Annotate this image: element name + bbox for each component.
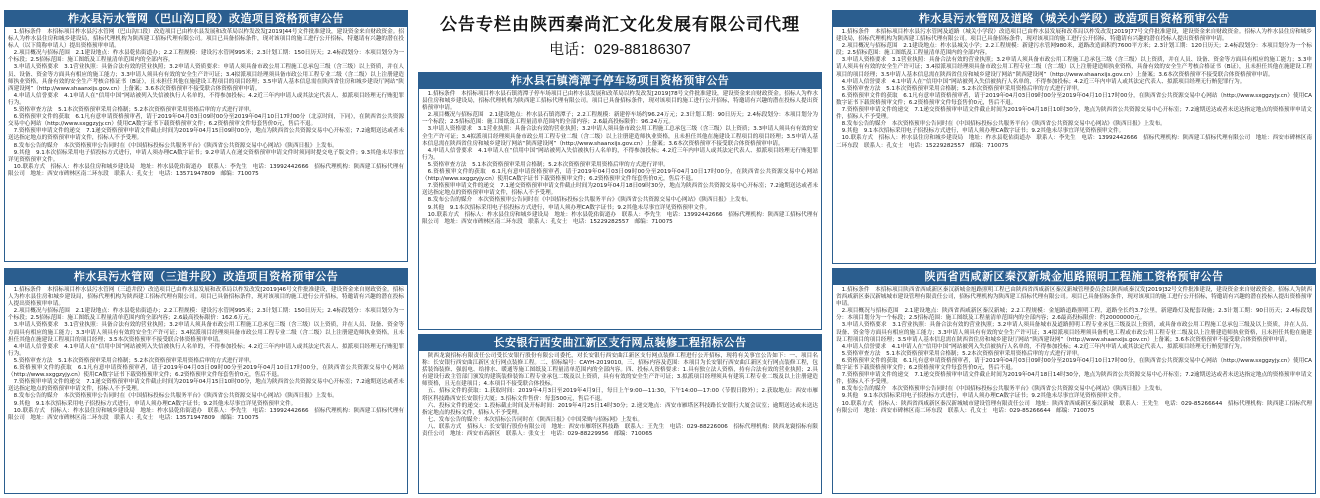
notice-title: 柞水县污水管网（巴山沟口段）改造项目资格预审公告	[5, 11, 407, 27]
notice-paragraph: 2.项目概况与招标范围 2.1建设地点：柞水县乾佑街道办；2.2工程规模：建设污水管网995米；2.3计划工期：150日历天；2.4标段划分：本项目划分为一个标段；2.5招标范围：施工图纸及工程量清单范围内的全部内容。	[8, 50, 404, 64]
notice-paragraph: 2.项目概况与招标范围 2.1建设地点：柞水县城关小学；2.2工程规模：新建污水管网980米，道路改造面积约7600平方米；2.3计划工期：120日历天；2.4标段划分：本项目划分为一个标段；2.5招标范围：施工图纸及工程量清单范围内的全部内容。	[836, 43, 1312, 57]
notice-paragraph: 2.项目概况与招标范围 2.1建设地点：柞水县石镇湾潭子；2.2工程规模：新建停车场约96.24万元；2.3计划工期：90日历天；2.4标段划分：本项目划分为一个标段；2.5招标范围：施工图纸及工程量清单范围内的全部内容；2.6最高投标限价：96.24万元。	[422, 112, 818, 126]
notice-paragraph: 4.申请人信誉要求 4.1申请人在“信用中国”网站被列入失信被执行人名单的，不得参加投标；4.2近三年内申请人或其法定代表人、拟派项目经理无行贿犯罪行为。	[8, 343, 404, 357]
notice-paragraph: 4.申请人信誉要求 4.1申请人在“信用中国”网站被列入失信被执行人名单的，不得参加投标；4.2近三年内申请人或其法定代表人、拟派项目经理无行贿犯罪行为。	[422, 147, 818, 161]
notice-paragraph: 7.资格预审申请文件的递交 7.1递交资格预审申请文件截止时间为2019年04月18日10时30分，地点为陕西省公共资源交易中心开标室；7.2逾期送达或者未送达指定地点的资格预审申请文件，招标人不予受理。	[836, 107, 1312, 121]
notice-paragraph: 八、联系方式 招标人：长安银行股份有限公司 地址：西安市雁塔区科技路 联系人：王先生 电话：029-88226006 招标代理机构：陕西龙寰招标有限责任公司 地址：西安市高新区 联系人：张女士 电话：029-88229956 邮编：710065	[422, 423, 818, 438]
notice-paragraph: 3.申请人资格要求 3.1营业执照：具备合法有效的营业执照；3.2申请人须具备城市及道路照明工程专业承包三级及以上资质，或具备市政公用工程施工总承包三级及以上资质，并在人员、设备、资金等方面具有相应的施工能力；3.3申请人须具有有效的安全生产许可证；3.4拟派项目经理须具备机电工程或市政公用工程专业二级及以上注册建造师执业资格，且未担任其他在施建设工程项目的项目经理；3.5申请人基本信息需在陕西省住房和城乡建设厅网站“陕西建设网”（http://www.shaanxijs.gov.cn）上备案；3.6本次资格预审不接受联合体资格预审申请。	[836, 322, 1312, 343]
notice-paragraph: 1.招标条件 本招标项目柞水县污水管网（三道井段）改造项目已由柞水县发展和改革局以柞发改发[2019]46号文件批准建设，建设资金来自财政资金。招标人为柞水县住房和城乡建设局，招标代理机构为陕西建工招标代理有限公司。项目已具备招标条件，现对该项目的施工进行公开招标，特邀请有兴趣的潜在投标人提出资格预审申请。	[8, 287, 404, 308]
notice-paragraph: 五、招标文件的获取：1.获取时间：2019年4月3日至2019年4月9日，每日上午9:00—11:30，下午14:00—17:00（节假日除外）；2.获取地点：西安市雁塔区科技路西安长安银行大厦；3.招标文件售价：每套500元，售后不退。	[422, 388, 818, 402]
notice-paragraph: 8.发布公告的媒介 本次资格预审公告同时在《中国招标投标公共服务平台》《陕西省公共资源交易中心网站》《陕西日报》上发布。	[13, 393, 338, 400]
notice-bashan	[4, 10, 408, 262]
notice-body	[833, 27, 1315, 263]
column-right	[832, 10, 1316, 494]
notice-paragraph: 5.资格审查方法 5.1本次资格预审采用合格制；5.2本次资格预审采用资格后审的方式进行评审。	[13, 357, 255, 364]
notice-body	[419, 89, 821, 329]
notice-paragraph: 6.资格预审文件的获取 6.1凡有意申请资格预审者，请于2019年04月03日09时00分至2019年04月10日17时00分，在陕西省公共资源交易中心网站（http://www.sxggzyjy.cn）使用CA数字证书下载资格预审文件；6.2资格预审文件每套售价0元，售后不退。	[8, 365, 404, 379]
notice-paragraph: 6.资格预审文件的获取 6.1凡有意申请资格预审者，请于2019年04月03日09时00分至2019年04月10日17时00分，在陕西省公共资源交易中心网站（http://www.sxggzyjy.cn）使用CA数字证书下载资格预审文件；6.2资格预审文件每套售价0元，售后不退。	[836, 92, 1312, 106]
notice-paragraph: 5.资格审查方法 5.1本次资格预审采用合格制；5.2本次资格预审采用资格后审的方式进行评审。	[841, 350, 1083, 357]
notice-paragraph: 9.其他 9.1本次招标采用电子招投标方式进行，申请人须办理CA数字证书；9.2申请人在递交资格预审申请文件时须同时提交电子版文件；9.3其他未尽事宜详见资格预审文件。	[8, 149, 404, 163]
notice-paragraph: 3.申请人资格要求 3.1营业执照：具备合法有效的营业执照；3.2申请人须具备市政公用工程施工总承包三级（含三级）以上资质，并在人员、设备、资金等方面具有相应的施工能力；3.3申请人须具有有效的安全生产许可证；3.4拟派项目经理须具备市政公用工程专业二级（含二级）以上注册建造师执业资格，具备有效的安全生产考核合格证书（B证），且未担任其他在施建设工程项目的项目经理；3.5申请人基本信息需在陕西省住房和城乡建设厅网站“陕西建设网”（http://www.shaanxijs.gov.cn）上备案；3.6本次资格预审不接受联合体资格预审申请。	[836, 57, 1312, 78]
notice-paragraph: 7.资格预审申请文件的递交 7.1递交资格预审申请文件截止时间为2019年04月15日09时00分，地点为陕西省公共资源交易中心开标室；7.2逾期送达或者未送达指定地点的资格预审申请文件，招标人不予受理。	[8, 128, 404, 142]
notice-chengguan	[832, 10, 1316, 264]
notice-paragraph: 10.联系方式 招标人：柞水县住房和城乡建设局 地址：柞水县乾佑街道办 联系人：李先生 电话：13992442666 招标代理机构：陕西建工招标代理有限公司 地址：西安市碑林区南二环东段 联系人：孔女士 电话：15229282557 邮编：710075	[422, 211, 818, 225]
notice-shizhen-parking	[418, 72, 822, 330]
notice-paragraph: 9.其他 9.1本次招标采用电子招投标方式进行，申请人须办理CA数字证书；9.2其他未尽事宜详见资格预审文件。	[841, 393, 1125, 400]
notice-paragraph: 5.资格审查方法 5.1本次资格预审采用合格制；5.2本次资格预审采用资格后审的方式进行评审。	[427, 161, 669, 168]
notice-paragraph: 2.项目概况与招标范围 2.1建设地点：陕西省西咸新区秦汉新城；2.2工程规模：金旭路道路照明工程，道路全长约3.7公里，新建路灯及配套设施；2.3计划工期：90日历天；2.4标段划分：本项目划分为一个标段；2.5招标范围：施工图纸及工程量清单范围内的全部内容；2.6最高投标限价：约20000000元。	[836, 308, 1312, 322]
notice-paragraph: 6.资格预审文件的获取 6.1凡有意申请资格预审者，请于2019年04月03日09时00分至2019年04月10日17时00分，在陕西省公共资源交易中心网站（http://www.sxggzyjy.cn）使用CA数字证书下载资格预审文件；6.2资格预审文件每套售价0元，售后不退。	[836, 357, 1312, 372]
notice-paragraph: 7.资格预审申请文件的递交 7.1递交资格预审申请文件截止时间为2019年04月18日14时30分，地点为陕西省公共资源交易中心开标室；7.2逾期送达或者未送达指定地点的资格预审申请文件，招标人不予受理。	[836, 372, 1312, 386]
column-middle	[418, 10, 822, 494]
notice-paragraph: 6.资格预审文件的获取 6.1凡有意申请资格预审者，请于2019年04月03日09时00分至2019年04月10日17时00分，在陕西省公共资源交易中心网站（http://www.sxggzyjy.cn）使用CA数字证书下载资格预审文件；6.2资格预审文件每套售价0元，售后不退。	[422, 169, 818, 183]
notice-paragraph: 8.发布公告的媒介 本次资格预审公告同时在《中国招标投标公共服务平台》《陕西省公共资源交易中心网站》《陕西日报》上发布。	[427, 197, 752, 204]
notice-paragraph: 1.招标条件 本招标项目柞水县石镇湾潭子停车场项目已由柞水县发展和改革局以柞发改发[2019]78号文件批准建设，建设资金来自财政资金。招标人为柞水县住房和城乡建设局，招标代理机构为陕西建工招标代理有限公司。项目已具备招标条件，现对该项目的施工进行公开招标，特邀请有兴趣的潜在投标人提出资格预审申请。	[422, 91, 818, 112]
notice-paragraph: 8.发布公告的媒介 本次资格预审公告同时在《中国招标投标公共服务平台》《陕西省公共资源交易中心网站》《陕西日报》上发布。	[841, 121, 1166, 128]
notice-title: 陕西省西咸新区秦汉新城金旭路照明工程施工资格预审公告	[833, 269, 1315, 285]
notice-paragraph: 4.申请人信誉要求 4.1申请人在“信用中国”网站被列入失信被执行人名单的，不得参加投标；4.2近三年内申请人或其法定代表人、拟派项目经理无行贿犯罪行为。	[8, 92, 404, 106]
notice-title: 柞水县污水管网（三道井段）改造项目资格预审公告	[5, 269, 407, 285]
ad-phone: 电话：029-88186307	[549, 41, 691, 58]
notice-paragraph: 5.资格审查方法 5.1本次资格预审采用合格制；5.2本次资格预审采用资格后审的方式进行评审。	[13, 107, 255, 114]
notice-paragraph: 1.招标条件 本招标项目柞水县污水管网（巴山沟口段）改造项目已由柞水县发展和改革局以柞发改发[2019]44号文件批准建设，建设资金来自财政资金。招标人为柞水县住房和城乡建设局，招标代理机构为陕西建工招标代理有限公司。项目已具备招标条件，现对该项目的施工进行公开招标，特邀请有兴趣的潜在投标人（以下简称申请人）提出资格预审申请。	[8, 29, 404, 50]
notice-paragraph: 3.申请人资格要求 3.1营业执照：具备合法有效的营业执照；3.2申请人须具备市政公用工程施工总承包三级（含三级）以上资质；3.3申请人须具有有效的安全生产许可证；3.4拟派项目经理须具备市政公用工程专业二级（含二级）以上注册建造师执业资格，且未担任其他在施建设工程项目的项目经理；3.5申请人基本信息需在陕西省住房和城乡建设厅网站“陕西建设网”（http://www.shaanxijs.gov.cn）上备案；3.6本次资格预审不接受联合体资格预审申请。	[422, 126, 818, 147]
notice-sandaojing	[4, 268, 408, 494]
notice-paragraph: 3.申请人资格要求 3.1营业执照：具备合法有效的营业执照；3.2申请人须具备市政公用工程施工总承包三级（含三级）以上资质，并在人员、设备、资金等方面具有相应的施工能力；3.3申请人须具有有效的安全生产许可证；3.4拟派项目经理须具备市政公用工程专业二级（含二级）以上注册建造师执业资格，且未担任其他在施建设工程项目的项目经理；3.5本次资格预审不接受联合体资格预审申请。	[8, 322, 404, 343]
column-left	[4, 10, 408, 494]
ad-title: 公告专栏由陕西秦尚汇文化发展有限公司代理	[440, 15, 800, 35]
notice-paragraph: 七、发布公告的媒介：本次招标公告同时在《陕西日报》《中国采购与招标网》上发布。	[427, 416, 643, 423]
notice-paragraph: 六、投标文件的递交：1.投标截止时间及开标时间：2019年4月25日14时30分；2.递交地点：西安市雁塔区科技路长安银行大厦会议室；逾期送达或未送达指定地点的投标文件，招标人不予受理。	[422, 402, 818, 416]
notice-paragraph: 1.招标条件 本招标项目柞水县污水管网及道路（城关小学段）改造项目已由柞水县发展和改革局以柞发改发[2019]77号文件批准建设，建设资金来自财政资金。招标人为柞水县住房和城乡建设局，招标代理机构为陕西建工招标代理有限公司。项目已具备招标条件，现对该项目的施工进行公开招标，特邀请有兴趣的潜在投标人提出资格预审申请。	[836, 29, 1312, 43]
notice-paragraph: 9.其他 9.1本次招标采用电子招投标方式进行，申请人须办理CA数字证书；9.2其他未尽事宜详见资格预审文件。	[841, 128, 1125, 135]
notice-paragraph: 2.项目概况与招标范围 2.1建设地点：柞水县乾佑街道办；2.2工程规模：建设污水管网995米；2.3计划工期：150日历天；2.4标段划分：本项目划分为一个标段；2.5招标范围：施工图纸及工程量清单范围内的全部内容；2.6最高投标限价：162.6万元。	[8, 308, 404, 322]
notice-body	[5, 285, 407, 493]
notice-body	[833, 285, 1315, 493]
notice-paragraph: 7.资格预审申请文件的递交 7.1递交资格预审申请文件截止时间为2019年04月15日10时00分，地点为陕西省公共资源交易中心开标室；7.2逾期送达或者未送达指定地点的资格预审申请文件，招标人不予受理。	[8, 379, 404, 393]
notice-paragraph: 8.发布公告的媒介 本次资格预审公告同时在《中国招标投标公共服务平台》《陕西省公共资源交易中心网站》《陕西日报》上发布。	[13, 142, 338, 149]
notice-paragraph: 5.资格审查方法 5.1本次资格预审采用合格制；5.2本次资格预审采用资格后审的方式进行评审。	[841, 85, 1083, 92]
notice-changan-bank	[418, 334, 822, 494]
notice-paragraph: 9.其他 9.1本次招标采用电子招投标方式进行，申请人须办理CA数字证书；9.2其他未尽事宜详见资格预审文件。	[13, 400, 297, 407]
notice-body	[5, 27, 407, 261]
notice-paragraph: 1.招标条件 本招标项目陕西省西咸新区秦汉新城金旭路照明工程已由陕西省西咸新区秦汉新城管理委员会以陕西咸秦汉发[2019]32号文件批准建设，建设资金来自财政资金。招标人为陕西省西咸新区秦汉新城城市建设管理有限责任公司，招标代理机构为陕西建工招标代理有限公司。项目已具备招标条件，现对该项目的施工进行公开招标，特邀请有兴趣的潜在投标人提出资格预审申请。	[836, 287, 1312, 308]
notice-body	[419, 351, 821, 493]
agency-ad	[418, 10, 822, 68]
notice-paragraph: 4.申请人信誉要求 4.1申请人在“信用中国”网站被列入失信被执行人名单的，不得参加投标；4.2近三年内申请人或其法定代表人、拟派项目经理无行贿犯罪行为。	[841, 343, 1246, 350]
notice-paragraph: 陕西龙寰招标有限责任公司受长安银行股份有限公司委托，对长安银行西安曲江新区支行网点装修工程进行公开招标，现将有关事宜公告如下：一、项目名称：长安银行西安曲江新区支行网点装修工程。二、招标编号：CAYH-2019010。三、招标内容及范围：本项目为长安银行西安曲江新区支行网点装修工程，包括装饰装修、强弱电、给排水、暖通等施工图纸及工程量清单范围内的全部内容。四、投标人资格要求：1.具有独立法人资格，持有合法有效的营业执照；2.具有建设行政主管部门颁发的建筑装修装饰工程专业承包二级及以上资质，具有有效的安全生产许可证；3.拟派项目经理须具有建筑工程专业二级及以上注册建造师资格，且无在建项目；4.本项目不接受联合体投标。	[422, 353, 818, 388]
notice-title: 柞水县污水管网及道路（城关小学段）改造项目资格预审公告	[833, 11, 1315, 27]
notice-paragraph: 9.其他 9.1本次招标采用电子招投标方式进行，申请人须办理CA数字证书；9.2其他未尽事宜详见资格预审文件。	[427, 204, 711, 211]
notice-paragraph: 6.资格预审文件的获取 6.1凡有意申请资格预审者，请于2019年04月03日09时00分至2019年04月10日17时00分（北京时间，下同），在陕西省公共资源交易中心网站（http://www.sxggzyjy.cn）使用CA数字证书下载资格预审文件；6.2资格预审文件每套售价0元，售后不退。	[8, 114, 404, 128]
notice-title: 柞水县石镇湾潭子停车场项目资格预审公告	[419, 73, 821, 89]
notice-paragraph: 3.申请人资格要求 3.1营业执照：具备合法有效的营业执照；3.2申请人资质要求：申请人须具备市政公用工程施工总承包三级（含三级）以上资质，并在人员、设备、资金等方面具有相应的施工能力；3.3申请人须具有有效的安全生产许可证；3.4拟派项目经理须具备市政公用工程专业二级（含二级）以上注册建造师执业资格，具备有效的安全生产考核合格证书（B证），且未担任其他在施建设工程项目的项目经理；3.5申请人基本信息需在陕西省住房和城乡建设厅网站“陕西建设网”（http://www.shaanxijs.gov.cn）上备案；3.6本次资格预审不接受联合体资格预审申请。	[8, 64, 404, 92]
notice-paragraph: 10.联系方式 招标人：陕西省西咸新区秦汉新城城市建设管理有限责任公司 地址：陕西省西咸新区秦汉新城 联系人：王先生 电话：029-85266644 招标代理机构：陕西建工招标代理有限公司 地址：西安市碑林区南二环东段 联系人：孔女士 电话：029-85266644 邮编：710075	[836, 400, 1312, 414]
notice-paragraph: 10.联系方式 招标人：柞水县住房和城乡建设局 地址：柞水县乾佑街道办 联系人：李先生 电话：13992442666 招标代理机构：陕西建工招标代理有限公司 地址：西安市碑林区南二环东段 联系人：孔女士 电话：13571947809 邮编：710075	[8, 407, 404, 421]
notice-paragraph: 4.申请人信誉要求 4.1申请人在“信用中国”网站被列入失信被执行人名单的，不得参加投标；4.2近三年内申请人或其法定代表人、拟派项目经理无行贿犯罪行为。	[841, 78, 1246, 85]
notice-paragraph: 10.联系方式 招标人：柞水县住房和城乡建设局 地址：柞水县乾佑街道办 联系人：李先生 电话：13992442666 招标代理机构：陕西建工招标代理有限公司 地址：西安市碑林区南二环东段 联系人：孔女士 电话：13571947809 邮编：710075	[8, 163, 404, 177]
notice-jinxu-lighting	[832, 268, 1316, 494]
notice-paragraph: 7.资格预审申请文件的递交 7.1递交资格预审申请文件截止时间为2019年04月18日09时30分，地点为陕西省公共资源交易中心开标室；7.2逾期送达或者未送达指定地点的资格预审申请文件，招标人不予受理。	[422, 183, 818, 197]
notice-paragraph: 10.联系方式 招标人：柞水县住房和城乡建设局 地址：柞水县乾佑街道办 联系人：李先生 电话：13992442666 招标代理机构：陕西建工招标代理有限公司 地址：西安市碑林区南二环东段 联系人：孔女士 电话：15229282557 邮编：710075	[836, 135, 1312, 149]
notice-title: 长安银行西安曲江新区支行网点装修工程招标公告	[419, 335, 821, 351]
notice-paragraph: 8.发布公告的媒介 本次资格预审公告同时在《中国招标投标公共服务平台》《陕西省公共资源交易中心网站》《陕西日报》上发布。	[841, 386, 1166, 393]
